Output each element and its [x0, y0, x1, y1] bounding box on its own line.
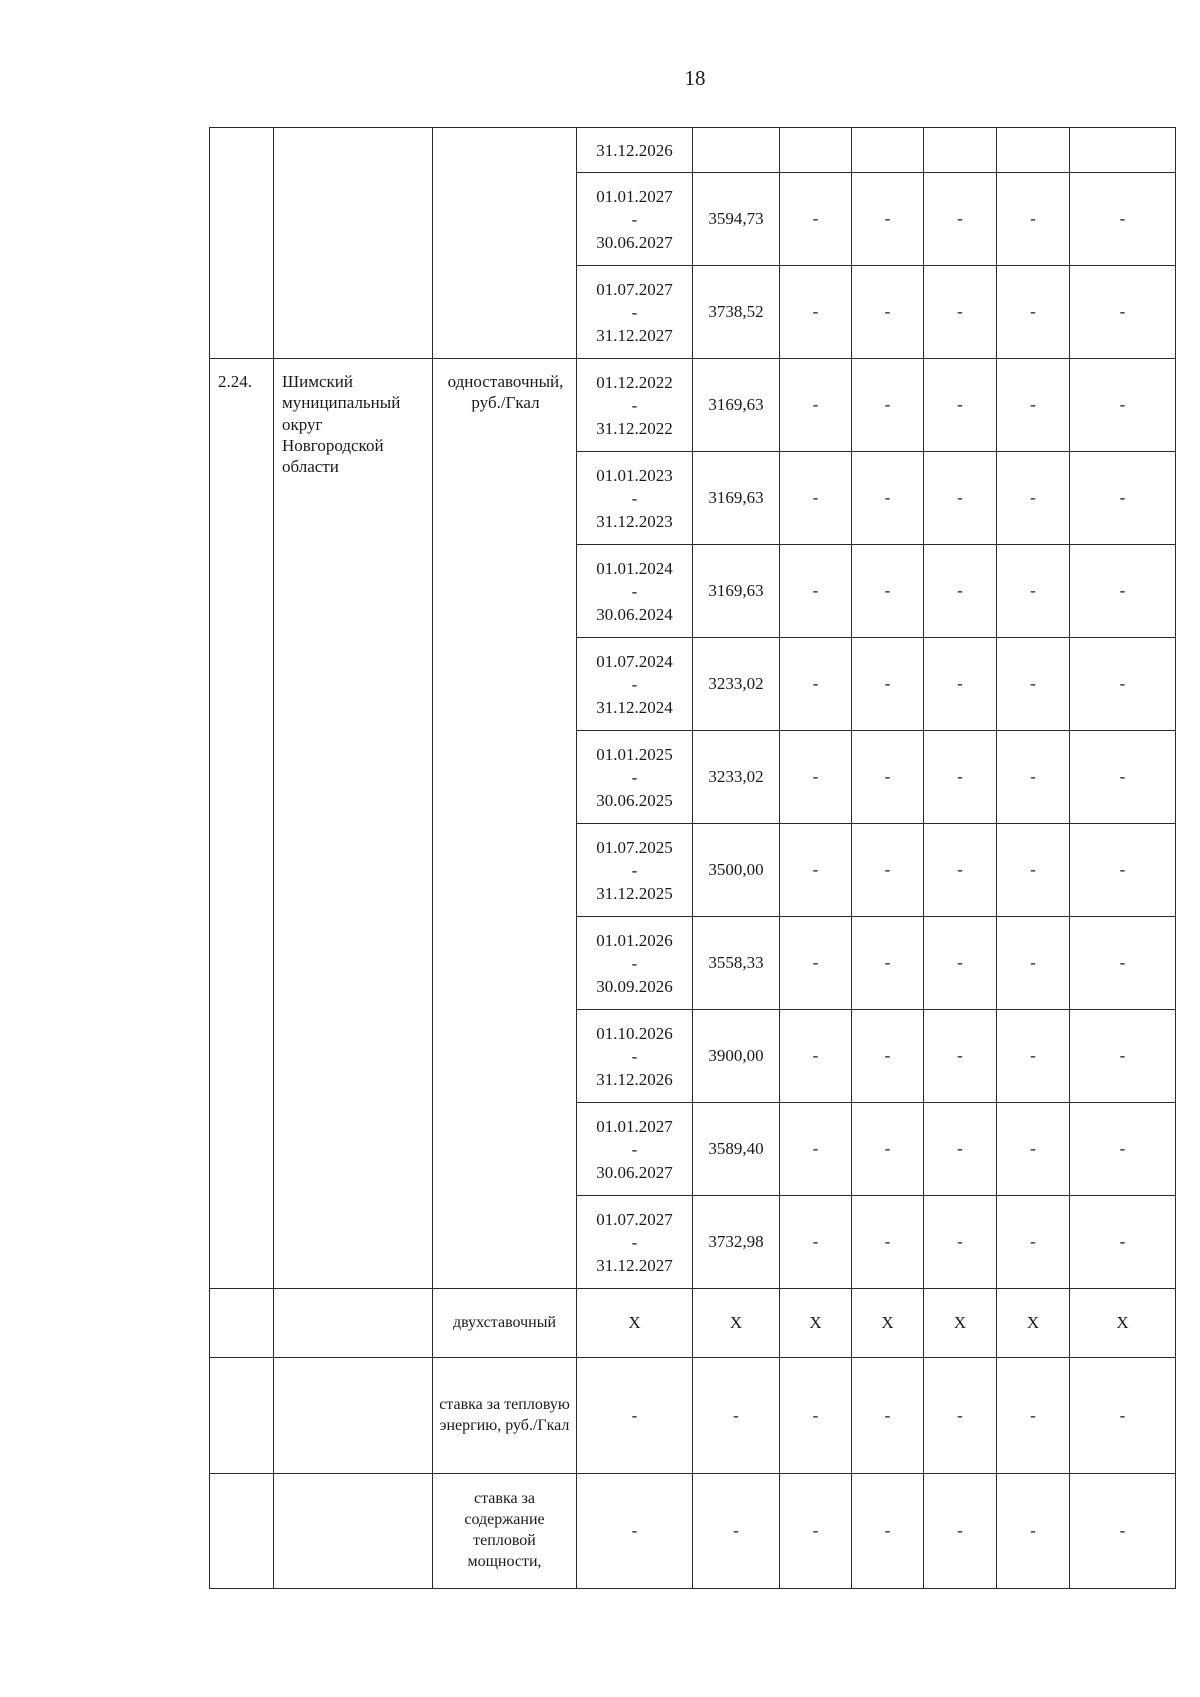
dash-cell: -	[924, 452, 997, 545]
empty-cell	[274, 1474, 433, 1589]
period-separator: -	[631, 395, 638, 415]
period-cell	[577, 1196, 693, 1289]
dash-cell: -	[852, 1103, 924, 1196]
period-end: 30.06.2024	[596, 604, 673, 624]
dash-cell: -	[997, 638, 1070, 731]
dash-cell: -	[1070, 1358, 1176, 1474]
period-start: 01.01.2026	[596, 930, 673, 950]
dash-cell: -	[852, 545, 924, 638]
tariff-table	[209, 127, 1176, 1589]
dash-cell: -	[780, 917, 852, 1010]
period-end: 31.12.2025	[596, 883, 673, 903]
cross-cell: X	[693, 1289, 780, 1358]
price-cell: 3558,33	[693, 917, 780, 1010]
dash-cell: -	[780, 1358, 852, 1474]
dash-cell: -	[780, 1103, 852, 1196]
dash-cell: -	[1070, 1196, 1176, 1289]
dash-cell: -	[852, 731, 924, 824]
dash-cell: -	[997, 731, 1070, 824]
period-end: 30.09.2026	[596, 976, 673, 996]
dash-cell: -	[997, 1010, 1070, 1103]
price-cell: 3738,52	[693, 266, 780, 359]
dash-cell: -	[997, 545, 1070, 638]
dash-cell: -	[780, 359, 852, 452]
dash-cell: -	[1070, 917, 1176, 1010]
period-start: 01.07.2025	[596, 837, 673, 857]
period-cell	[577, 1010, 693, 1103]
period-separator: -	[631, 767, 638, 787]
period-separator: -	[631, 674, 638, 694]
period-cell	[577, 824, 693, 917]
price-cell: 3169,63	[693, 545, 780, 638]
period-separator: -	[631, 860, 638, 880]
dash-cell: -	[780, 824, 852, 917]
dash-cell: -	[997, 266, 1070, 359]
tariff-type: одноставочный, руб./Гкал	[433, 359, 577, 1289]
dash-cell: -	[780, 1010, 852, 1103]
dash-cell: -	[1070, 1103, 1176, 1196]
dash-cell: -	[997, 452, 1070, 545]
empty-cell	[1070, 128, 1176, 173]
dash-cell: -	[852, 1196, 924, 1289]
period-end: 30.06.2025	[596, 790, 673, 810]
period-start: 01.10.2026	[596, 1023, 673, 1043]
dash-cell: -	[852, 1358, 924, 1474]
dash-cell: -	[924, 917, 997, 1010]
period-start: 01.01.2027	[596, 1116, 673, 1136]
table-row	[210, 1289, 1176, 1358]
empty-cell	[210, 1474, 274, 1589]
period-cell	[577, 452, 693, 545]
period-separator: -	[631, 953, 638, 973]
dash-cell: -	[780, 452, 852, 545]
period-separator: -	[631, 488, 638, 508]
cross-cell: X	[1070, 1289, 1176, 1358]
dash-cell: -	[780, 731, 852, 824]
heat-energy-rate-label: ставка за тепловую энергию, руб./Гкал	[433, 1358, 577, 1474]
period-start: 01.07.2027	[596, 279, 673, 299]
dash-cell: -	[997, 824, 1070, 917]
dash-cell: -	[997, 917, 1070, 1010]
municipality-name: Шимский муниципальный округ Новгородской области	[274, 359, 433, 1289]
period-cell	[577, 731, 693, 824]
period-separator: -	[631, 1139, 638, 1159]
empty-cell	[210, 1289, 274, 1358]
period-start: 01.01.2025	[596, 744, 673, 764]
dash-cell: -	[852, 638, 924, 731]
price-cell: 3169,63	[693, 359, 780, 452]
dash-cell: -	[1070, 1010, 1176, 1103]
dash-cell: -	[852, 173, 924, 266]
dash-cell: -	[1070, 545, 1176, 638]
price-cell	[693, 128, 780, 173]
price-cell: 3169,63	[693, 452, 780, 545]
period-end: 31.12.2027	[596, 325, 673, 345]
table-row	[210, 1358, 1176, 1474]
dash-cell: -	[924, 1358, 997, 1474]
period-start: 01.01.2024	[596, 558, 673, 578]
cross-cell: X	[577, 1289, 693, 1358]
dash-cell: -	[1070, 359, 1176, 452]
period-end: 31.12.2022	[596, 418, 673, 438]
dash-cell: -	[924, 266, 997, 359]
dash-cell: -	[693, 1474, 780, 1589]
dash-cell: -	[997, 1103, 1070, 1196]
period-separator: -	[631, 1232, 638, 1252]
dash-cell: -	[924, 1474, 997, 1589]
dash-cell: -	[924, 1103, 997, 1196]
period-cell	[577, 128, 693, 173]
period-start: 01.07.2027	[596, 1209, 673, 1229]
dash-cell: -	[924, 545, 997, 638]
period-cell	[577, 359, 693, 452]
period-start: 01.01.2023	[596, 465, 673, 485]
dash-cell: -	[997, 1358, 1070, 1474]
period-end: 30.06.2027	[596, 1162, 673, 1182]
dash-cell: -	[1070, 173, 1176, 266]
dash-cell: -	[780, 1196, 852, 1289]
period-end: 31.12.2026	[596, 1069, 673, 1089]
period-separator: -	[631, 581, 638, 601]
period-end: 31.12.2027	[596, 1255, 673, 1275]
price-cell: 3589,40	[693, 1103, 780, 1196]
price-cell: 3594,73	[693, 173, 780, 266]
empty-cell	[924, 128, 997, 173]
dash-cell: -	[1070, 731, 1176, 824]
dash-cell: -	[924, 638, 997, 731]
period-end: 31.12.2026	[596, 140, 673, 160]
period-cell	[577, 266, 693, 359]
empty-cell	[852, 128, 924, 173]
period-end: 31.12.2023	[596, 511, 673, 531]
dash-cell: -	[1070, 638, 1176, 731]
price-cell: 3233,02	[693, 731, 780, 824]
empty-cell	[274, 1358, 433, 1474]
period-start: 01.12.2022	[596, 372, 673, 392]
dash-cell: -	[997, 1196, 1070, 1289]
dash-cell: -	[852, 917, 924, 1010]
dash-cell: -	[1070, 824, 1176, 917]
empty-cell	[997, 128, 1070, 173]
dash-cell: -	[852, 824, 924, 917]
period-end: 30.06.2027	[596, 232, 673, 252]
dash-cell: -	[852, 1010, 924, 1103]
period-separator: -	[631, 302, 638, 322]
period-cell	[577, 1103, 693, 1196]
empty-cell	[210, 1358, 274, 1474]
dash-cell: -	[780, 266, 852, 359]
dash-cell: -	[852, 266, 924, 359]
dash-cell: -	[852, 452, 924, 545]
period-end: 31.12.2024	[596, 697, 673, 717]
dash-cell: -	[924, 1196, 997, 1289]
dash-cell: -	[997, 173, 1070, 266]
dash-cell: -	[997, 359, 1070, 452]
dash-cell: -	[780, 638, 852, 731]
dash-cell: -	[924, 824, 997, 917]
dash-cell: -	[852, 1474, 924, 1589]
dash-cell: -	[924, 359, 997, 452]
period-start: 01.07.2024	[596, 651, 673, 671]
dash-cell: -	[780, 545, 852, 638]
dash-cell: -	[924, 173, 997, 266]
table-row	[210, 128, 1176, 173]
item-number: 2.24.	[210, 359, 274, 1289]
dash-cell: -	[780, 173, 852, 266]
page-number: 18	[684, 66, 706, 90]
table-row	[210, 359, 1176, 452]
dash-cell: -	[1070, 1474, 1176, 1589]
period-separator: -	[631, 209, 638, 229]
period-separator: -	[631, 1046, 638, 1066]
price-cell: 3900,00	[693, 1010, 780, 1103]
heat-capacity-rate-label: ставка за содержание тепловой мощности,	[433, 1474, 577, 1589]
cross-cell: X	[997, 1289, 1070, 1358]
period-cell	[577, 638, 693, 731]
period-cell	[577, 917, 693, 1010]
dash-cell: -	[924, 1010, 997, 1103]
municipality-cell	[274, 128, 433, 359]
two-rate-label: двухставочный	[433, 1289, 577, 1358]
price-cell: 3732,98	[693, 1196, 780, 1289]
price-cell: 3233,02	[693, 638, 780, 731]
table-row	[210, 1474, 1176, 1589]
period-start: 01.01.2027	[596, 186, 673, 206]
period-cell	[577, 545, 693, 638]
dash-cell: -	[1070, 452, 1176, 545]
dash-cell: -	[1070, 266, 1176, 359]
period-cell	[577, 173, 693, 266]
dash-cell: -	[924, 731, 997, 824]
item-number-cell	[210, 128, 274, 359]
dash-cell: -	[997, 1474, 1070, 1589]
dash-cell: -	[780, 1474, 852, 1589]
cross-cell: X	[852, 1289, 924, 1358]
dash-cell: -	[852, 359, 924, 452]
dash-cell: -	[577, 1358, 693, 1474]
cross-cell: X	[780, 1289, 852, 1358]
price-cell: 3500,00	[693, 824, 780, 917]
empty-cell	[780, 128, 852, 173]
tariff-type-cell	[433, 128, 577, 359]
cross-cell: X	[924, 1289, 997, 1358]
dash-cell: -	[693, 1358, 780, 1474]
empty-cell	[274, 1289, 433, 1358]
dash-cell: -	[577, 1474, 693, 1589]
